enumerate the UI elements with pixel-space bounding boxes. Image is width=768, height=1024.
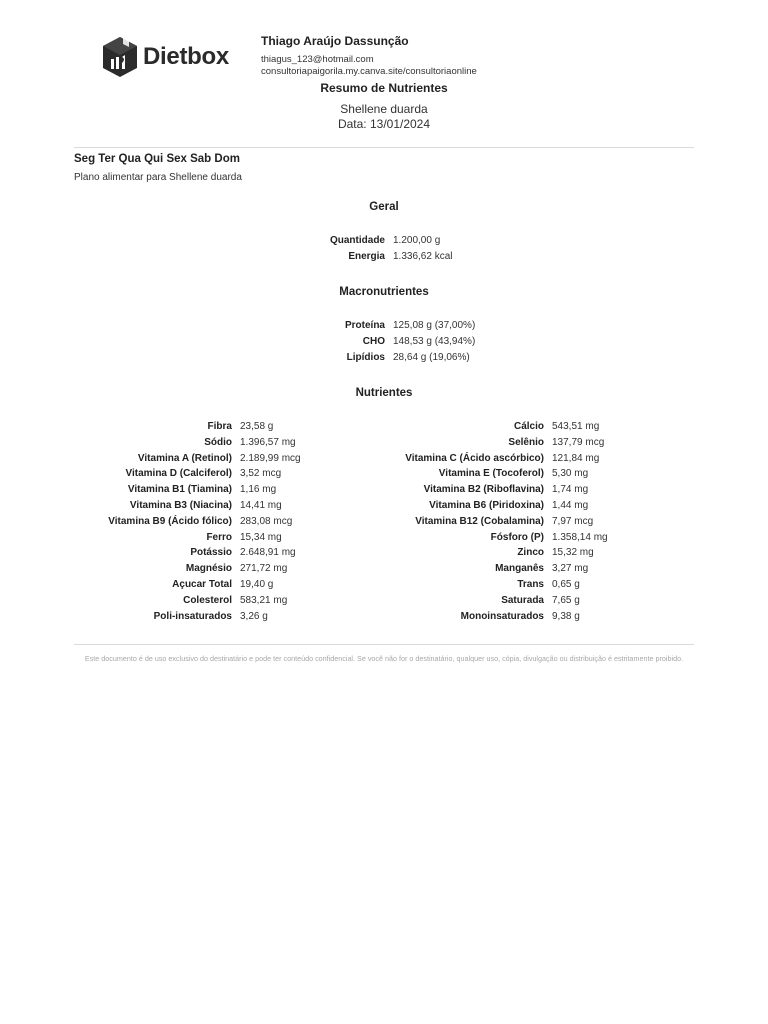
table-row [384, 435, 768, 451]
nutrient-value: 1,74 mg [552, 484, 589, 496]
macro-value: 28,64 g (19,06%) [393, 351, 470, 363]
nutrient-label: Vitamina B1 (Tiamina) [127, 484, 232, 496]
geral-table [0, 233, 768, 265]
nutrient-value: 1,16 mg [240, 484, 277, 496]
table-row [0, 350, 768, 366]
footer-divider [74, 644, 694, 645]
table-row [384, 498, 768, 514]
confidentiality-disclaimer: Este documento é de uso exclusivo do destinatário e pode ter conteúdo confidencial. Se você não for o destinatário, qualquer uso, cópia, divulgação ou distribuição é estritamente proibido. [84, 654, 684, 663]
section-title-geral: Geral [369, 201, 399, 213]
nutrient-label: Selênio [508, 436, 544, 448]
nutrient-value: 1.396,57 mg [240, 436, 296, 448]
table-row [384, 577, 768, 593]
geral-label: Energia [348, 250, 385, 262]
nutrient-label: Açucar Total [172, 578, 232, 590]
nutrient-value: 9,38 g [552, 610, 580, 622]
macros-table [0, 318, 768, 365]
nutrient-label: Colesterol [183, 594, 232, 606]
nutrient-value: 583,21 mg [240, 594, 288, 606]
table-row [384, 530, 768, 546]
table-row [384, 609, 768, 625]
nutrient-value: 3,27 mg [552, 563, 589, 575]
nutrient-label: Monoinsaturados [460, 610, 544, 622]
macro-label: Lipídios [346, 351, 385, 363]
document-title: Resumo de Nutrientes [320, 81, 448, 95]
professional-email: thiagus_123@hotmail.com [261, 54, 374, 65]
table-row [384, 451, 768, 467]
nutrient-value: 271,72 mg [240, 563, 288, 575]
nutrient-label: Potássio [190, 547, 232, 559]
table-row [0, 233, 768, 249]
header-divider [74, 147, 694, 148]
nutrient-label: Vitamina B3 (Niacina) [129, 499, 232, 511]
table-row [0, 435, 384, 451]
table-row [0, 466, 384, 482]
nutrient-value: 14,41 mg [240, 499, 282, 511]
macro-value: 148,53 g (43,94%) [393, 335, 476, 347]
nutrient-label: Vitamina B2 (Riboflavina) [423, 484, 544, 496]
nutrient-value: 23,58 g [240, 421, 274, 432]
professional-name: Thiago Araújo Dassunção [261, 34, 409, 48]
logo-text: Dietbox [143, 43, 229, 70]
nutrient-value: 121,84 mg [552, 452, 600, 464]
nutrient-label: Fósforo (P) [490, 531, 544, 543]
nutrient-value: 2.189,99 mcg [240, 452, 301, 464]
macro-label: Proteína [344, 320, 385, 331]
table-row [0, 451, 384, 467]
dietbox-box-icon [101, 35, 139, 79]
table-row [384, 561, 768, 577]
plan-subtitle: Plano alimentar para Shellene duarda [74, 172, 242, 183]
macro-value: 125,08 g (37,00%) [393, 320, 476, 331]
nutrient-value: 0,65 g [552, 578, 580, 590]
dietbox-logo [101, 35, 229, 79]
plan-days: Seg Ter Qua Qui Sex Sab Dom [74, 153, 240, 165]
nutrient-value: 1.358,14 mg [552, 531, 608, 543]
nutrient-value: 15,32 mg [552, 547, 594, 559]
nutrient-label: Saturada [501, 594, 544, 606]
table-row [0, 514, 384, 530]
table-row [0, 530, 384, 546]
table-row [0, 334, 768, 350]
table-row [0, 561, 384, 577]
nutrient-value: 19,40 g [240, 578, 274, 590]
nutrient-label: Vitamina C (Ácido ascórbico) [405, 452, 544, 464]
nutrient-label: Ferro [206, 531, 232, 543]
nutrient-value: 7,97 mcg [552, 515, 594, 527]
table-row [384, 482, 768, 498]
table-row [0, 318, 768, 334]
table-row [384, 545, 768, 561]
nutrient-label: Sódio [204, 436, 232, 448]
table-row [0, 482, 384, 498]
section-title-nutrientes: Nutrientes [355, 387, 413, 399]
table-row [0, 577, 384, 593]
nutrient-label: Magnésio [185, 563, 232, 575]
nutrient-label: Cálcio [513, 421, 544, 432]
nutrient-label: Fibra [207, 421, 232, 432]
geral-value: 1.200,00 g [393, 235, 441, 246]
table-row [384, 466, 768, 482]
macro-label: CHO [362, 335, 385, 347]
nutrients-left-column [0, 419, 384, 624]
nutrient-label: Zinco [517, 547, 544, 559]
nutrient-value: 283,08 mcg [240, 515, 293, 527]
nutrient-label: Manganês [495, 563, 544, 575]
table-row [0, 498, 384, 514]
table-row [0, 609, 384, 625]
section-title-macronutrientes: Macronutrientes [339, 286, 429, 298]
table-row [384, 419, 768, 435]
geral-value: 1.336,62 kcal [393, 250, 453, 262]
nutrient-value: 5,30 mg [552, 468, 589, 480]
nutrient-label: Vitamina B9 (Ácido fólico) [108, 515, 232, 527]
table-row [0, 593, 384, 609]
nutrient-label: Vitamina B12 (Cobalamina) [415, 515, 544, 527]
nutrient-value: 3,52 mcg [240, 468, 282, 480]
nutrient-value: 543,51 mg [552, 421, 600, 432]
nutrient-value: 7,65 g [552, 594, 580, 606]
nutrient-label: Trans [517, 578, 544, 590]
patient-name: Shellene duarda [340, 102, 428, 116]
nutrients-right-column [384, 419, 768, 624]
nutrient-value: 2.648,91 mg [240, 547, 296, 559]
nutrient-label: Poli-insaturados [153, 610, 232, 622]
professional-info [261, 34, 477, 78]
nutrient-label: Vitamina D (Calciferol) [125, 468, 232, 480]
table-row [384, 593, 768, 609]
nutrient-value: 15,34 mg [240, 531, 282, 543]
geral-label: Quantidade [329, 235, 385, 246]
document-date: Data: 13/01/2024 [337, 117, 431, 131]
nutrient-value: 1,44 mg [552, 499, 589, 511]
nutrient-label: Vitamina B6 (Piridoxina) [429, 499, 544, 511]
table-row [384, 514, 768, 530]
nutrient-value: 137,79 mcg [552, 436, 605, 448]
professional-website: consultoriapaigorila.my.canva.site/consultoriaonline [261, 66, 477, 77]
nutrient-label: Vitamina E (Tocoferol) [438, 468, 544, 480]
table-row [0, 249, 768, 265]
table-row [0, 545, 384, 561]
table-row [0, 419, 384, 435]
nutrient-value: 3,26 g [240, 610, 268, 622]
nutrient-label: Vitamina A (Retinol) [137, 452, 232, 464]
